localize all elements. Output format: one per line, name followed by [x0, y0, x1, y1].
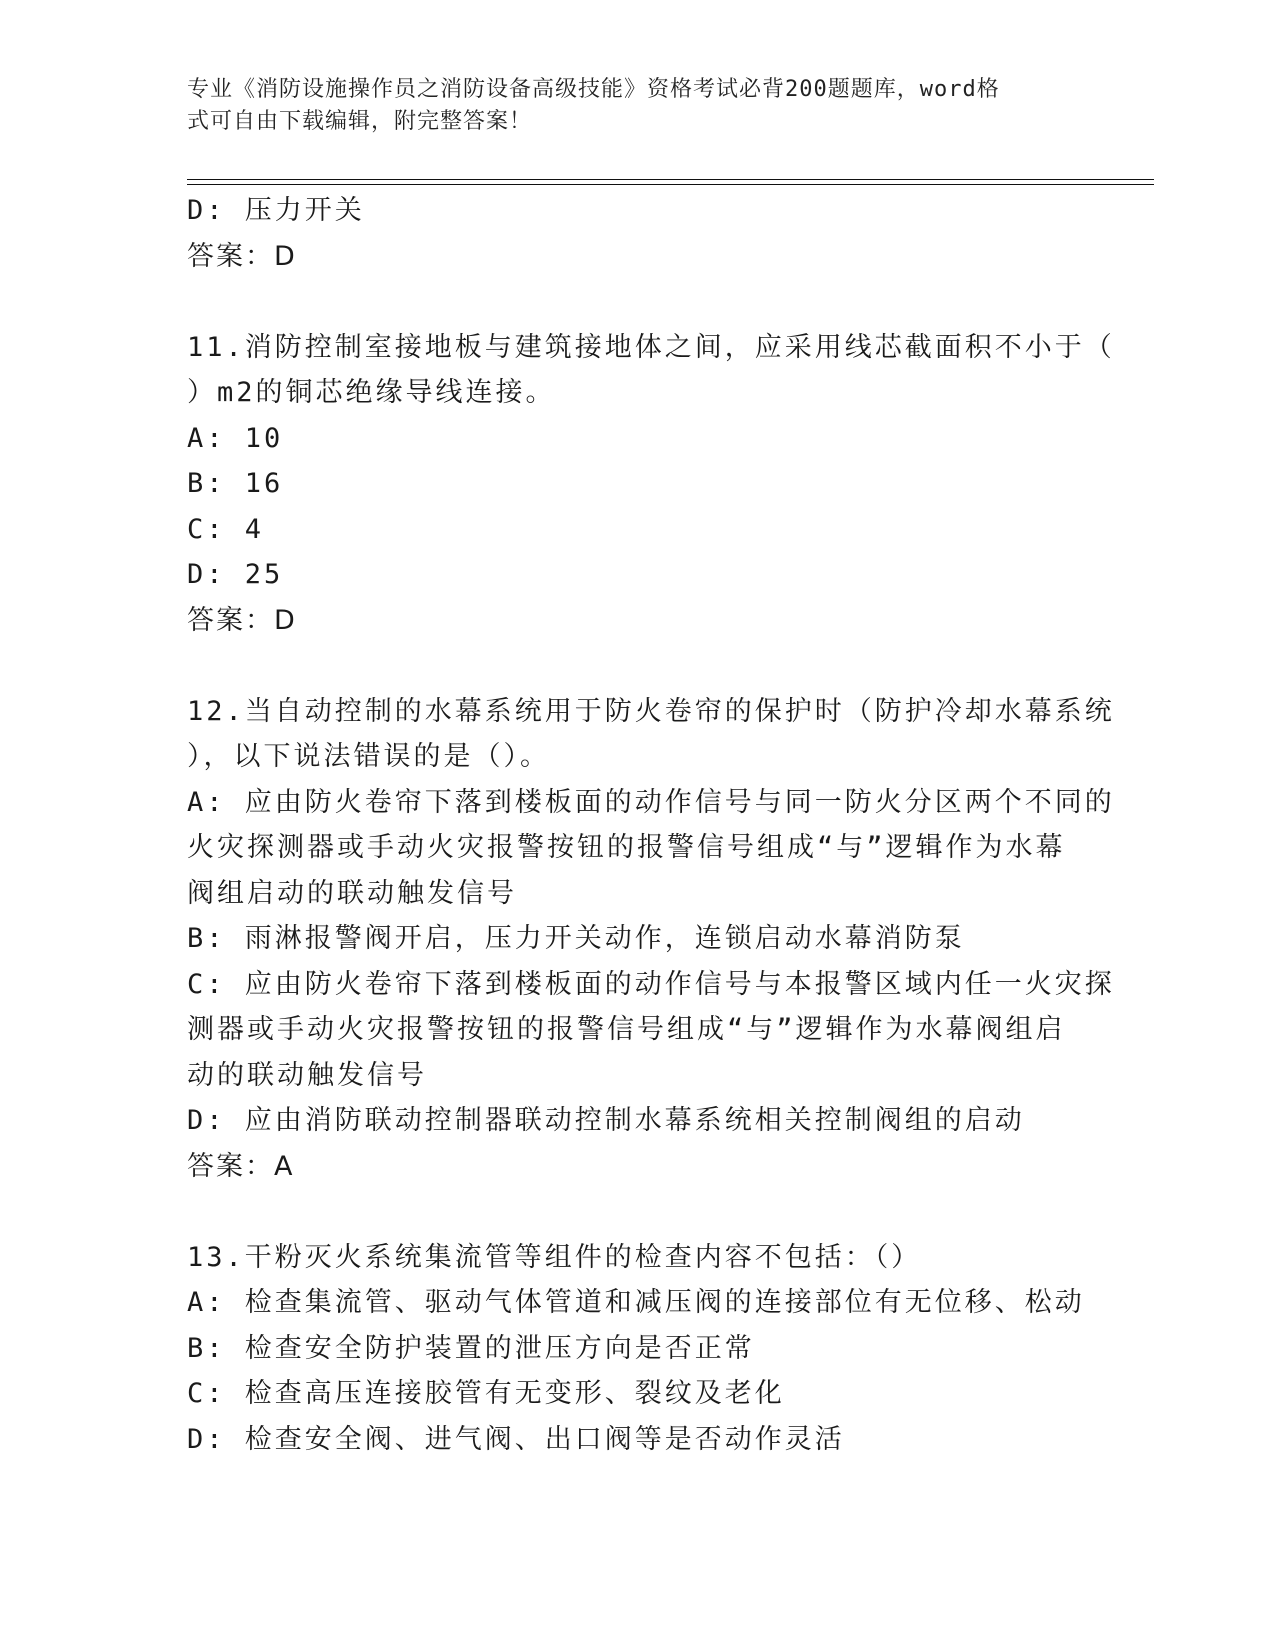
question-stem-cont: ），以下说法错误的是（）。 [187, 741, 550, 772]
option-d: D: 检查安全阀、进气阀、出口阀等是否动作灵活 [187, 1423, 845, 1455]
spacer [187, 643, 1087, 689]
option-a-cont: 阀组启动的联动触发信号 [187, 877, 517, 909]
answer-line: 答案：D [187, 240, 297, 272]
option-a-cont: 火灾探测器或手动火灾报警按钮的报警信号组成“与”逻辑作为水幕 [187, 832, 1066, 863]
option-b: B: 16 [187, 468, 284, 499]
header-line-2: 式可自由下载编辑，附完整答案！ [187, 109, 533, 134]
question-stem: 11.消防控制室接地板与建筑接地体之间，应采用线芯截面积不小于（ [187, 331, 1115, 363]
header-divider-top [187, 179, 1154, 180]
answer-line: 答案：A [187, 1150, 295, 1182]
option-c: C: 检查高压连接胶管有无变形、裂纹及老化 [187, 1378, 785, 1409]
option-d: D: 压力开关 [187, 195, 365, 226]
option-b: B: 检查安全防护装置的泄压方向是否正常 [187, 1332, 755, 1364]
header-line-1: 专业《消防设施操作员之消防设备高级技能》资格考试必背200题题库，word格 [187, 77, 1000, 102]
option-a: A: 应由防火卷帘下落到楼板面的动作信号与同一防火分区两个不同的 [187, 786, 1115, 818]
question-list [187, 188, 1115, 1462]
header-divider-bottom [187, 184, 1154, 185]
option-d: D: 25 [187, 559, 284, 590]
question-block-12 [187, 689, 1115, 1190]
option-b: B: 雨淋报警阀开启，压力开关动作，连锁启动水幕消防泵 [187, 923, 965, 954]
option-c: C: 4 [187, 513, 265, 545]
question-block-11 [187, 325, 1115, 644]
option-c-cont: 动的联动触发信号 [187, 1059, 427, 1091]
question-block-prev [187, 188, 1087, 279]
option-d: D: 应由消防联动控制器联动控制水幕系统相关控制阀组的启动 [187, 1105, 1025, 1136]
option-c-cont: 测器或手动火灾报警按钮的报警信号组成“与”逻辑作为水幕阀组启 [187, 1014, 1066, 1045]
option-c: C: 应由防火卷帘下落到楼板面的动作信号与本报警区域内任一火灾探 [187, 968, 1115, 1000]
option-a: A: 检查集流管、驱动气体管道和减压阀的连接部位有无位移、松动 [187, 1287, 1085, 1318]
document-header [187, 74, 1067, 138]
question-stem-cont: ）m2的铜芯绝缘导线连接。 [187, 377, 556, 408]
answer-line: 答案：D [187, 604, 297, 636]
question-stem: 12.当自动控制的水幕系统用于防火卷帘的保护时（防护冷却水幕系统 [187, 695, 1115, 727]
question-stem: 13.干粉灭火系统集流管等组件的检查内容不包括：（） [187, 1241, 922, 1273]
option-a: A: 10 [187, 422, 284, 454]
question-block-13 [187, 1235, 1087, 1463]
spacer [187, 1189, 1087, 1235]
spacer [187, 279, 1087, 325]
